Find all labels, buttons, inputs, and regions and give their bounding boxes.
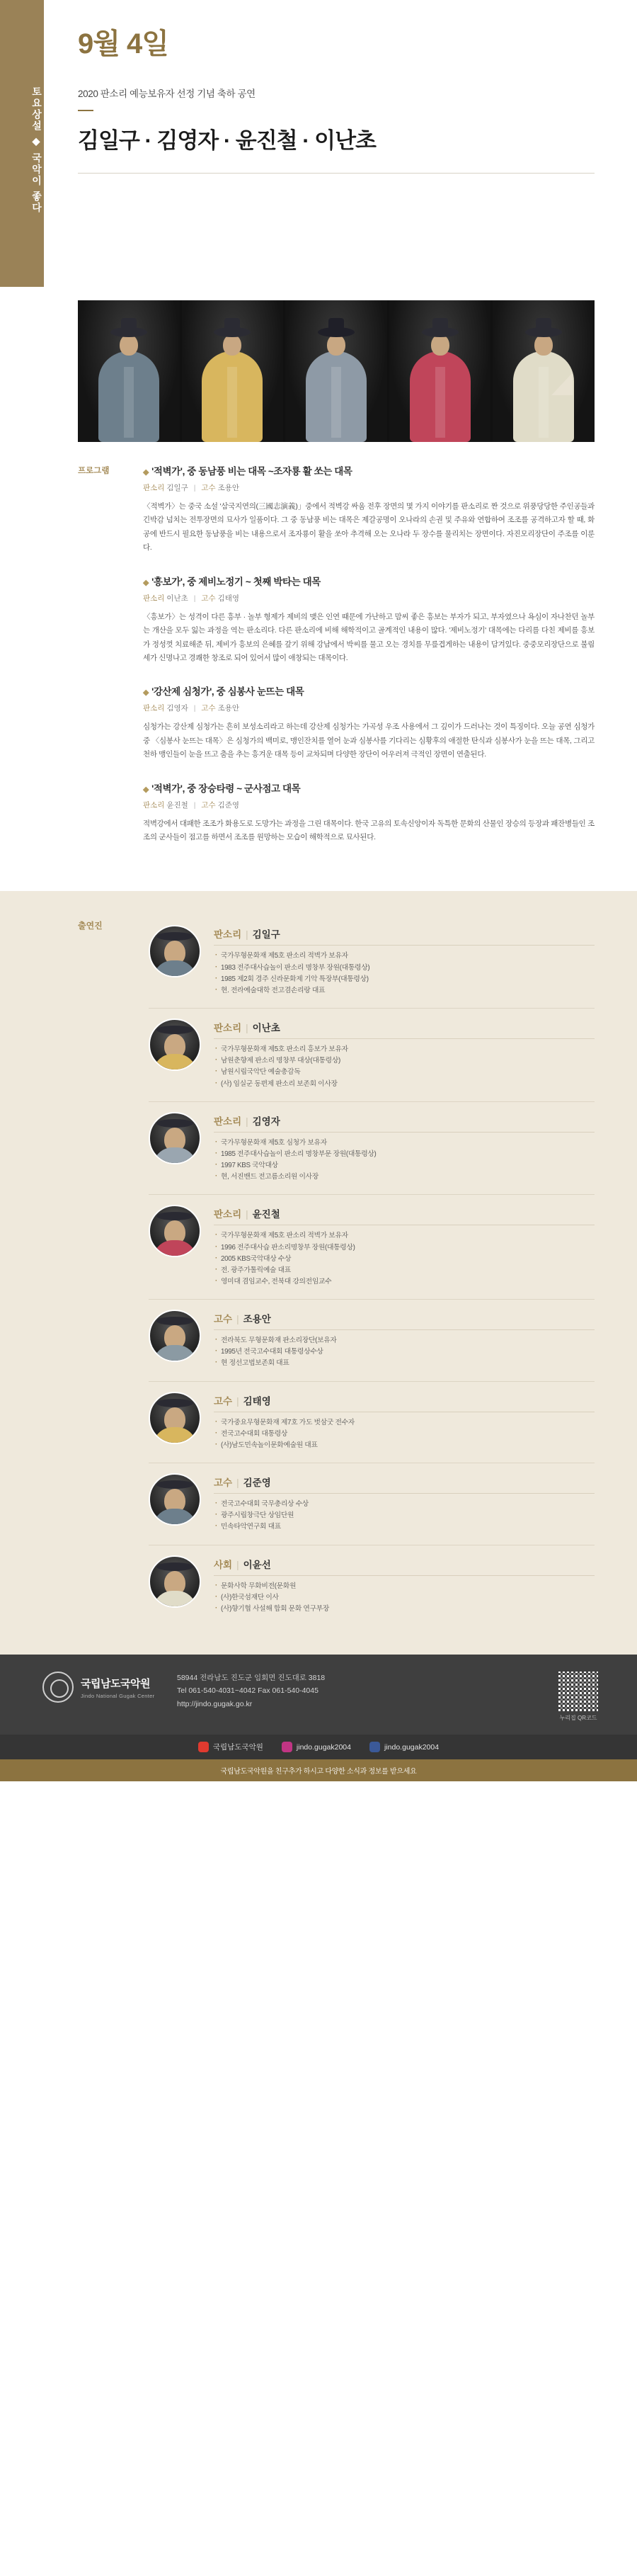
- cast-credits: [214, 1417, 595, 1451]
- header-divider: [78, 173, 595, 174]
- credit-line: · 1996 전주대사습 판소리명창부 장원(대통령상): [214, 1242, 595, 1254]
- credit-line: · 남원춘향제 판소리 명창부 대상(대통령상): [214, 1055, 595, 1067]
- credit-line: · 1983 전주대사습놀이 판소리 명창부 장원(대통령상): [214, 963, 595, 974]
- program-item: [78, 683, 595, 761]
- side-band-label: 토요상설 ◆ 국악이 좋다: [31, 86, 42, 214]
- list-item: [149, 1195, 595, 1300]
- cast-name: 판소리 | 김일구: [214, 926, 595, 946]
- website-link[interactable]: http://jindo.gugak.go.kr: [177, 1699, 253, 1708]
- program-title: ◆ '적벽가', 중 장승타령 ~ 군사점고 대목: [143, 783, 301, 794]
- bottom-notice: 국립남도국악원을 친구추가 하시고 다양한 소식과 정보를 받으세요: [0, 1759, 637, 1781]
- cast-credits: [214, 1581, 595, 1615]
- credit-line: · 현. 전라예술대학 전고겸손리랑 대표: [214, 985, 595, 997]
- credit-line: · (사)한국섬재단 이사: [214, 1592, 595, 1604]
- credit-line: · (사)향기협 사설해 합회 문화 연구부장: [214, 1604, 595, 1615]
- performer-photo-2: [182, 300, 284, 442]
- event-subtitle: 2020 판소리 예능보유자 선정 기념 축하 공연: [78, 89, 256, 99]
- cast-section: [0, 891, 637, 1655]
- list-item: [149, 915, 595, 1009]
- qr-block[interactable]: [548, 1672, 609, 1722]
- program-section-label: 프로그램: [78, 467, 110, 475]
- cast-name: 판소리 | 이난초: [214, 1020, 595, 1039]
- footer-contact: [177, 1672, 548, 1710]
- cast-list: [149, 915, 595, 1626]
- list-item: [149, 1102, 595, 1196]
- program-item: [78, 574, 595, 666]
- diamond-icon: ◆: [143, 468, 149, 477]
- credit-line: · 1985 전주대사습놀이 판소리 명창부문 장원(대통령상): [214, 1149, 595, 1160]
- program-title: ◆ '흥보가', 중 제비노정기 ~ 첫째 박타는 대목: [143, 576, 321, 587]
- cast-credits: [214, 951, 595, 997]
- performer-photo-5: [493, 300, 595, 442]
- performer-photo-strip: [78, 300, 595, 442]
- credit-line: · 1995년 전국고수대회 대통령상수상: [214, 1346, 595, 1358]
- program-description: 심청가는 강산제 심청가는 흔히 보성소리라고 하는데 강산제 심청가는 가곡성 우조 사용에서 그 깊이가 드러나는 것이 특징이다. 오늘 공연 심청가 중 〈심봉사 눈뜨는 대목〉은 심청가의 백미로, 맹인잔치를 열어 눈과 심봉사를 기다리는 심황후의 애절한 탄식과 심봉사가 눈을 뜨는 대목, 그리고 천하 맹인들이 눈을 뜨고 춤을 추는 흥겨운 대목 등이 교차되며 다양한 장단이 어우러져 극적인 장면이 연출된다.: [143, 722, 595, 759]
- credit-line: · 남원시립국악단 예술총감독: [214, 1067, 595, 1078]
- avatar: [149, 1392, 201, 1444]
- footer-logo: [42, 1672, 177, 1703]
- program-description: 〈적벽가〉는 중국 소설 '삼국지연의(三國志演義)」중에서 적벽강 싸움 전후 장면의 몇 가지 이야기를 판소리로 짠 것으로 위풍당당한 주인공들과 긴박감 넘치는 전투장면의 묘사가 일품이다. 그 중 동남풍 비는 대목은 제갈공명이 오나라의 손권 및 주유와 연합하여 조조를 공격하고자 할 때, 화공에 반드시 필요한 동남풍을 비는 내용으로서 조자룡이 활을 쏘아 추격해 오는 오나라 두 장수를 물리치는 장면이다. 자진모리장단이 주조를 이룬다.: [143, 502, 595, 552]
- tel-line: Tel 061-540-4031~4042 Fax 061-540-4045: [177, 1686, 318, 1696]
- performer-photo-4: [389, 300, 491, 442]
- list-item: [149, 1545, 595, 1626]
- sns-youtube[interactable]: [198, 1742, 263, 1752]
- credit-line: · 현, 서진밴드 전고름소리원 이사장: [214, 1171, 595, 1183]
- credit-line: · 국가무형문화재 제5호 판소리 흥보가 보유자: [214, 1044, 595, 1055]
- credit-line: · 1985 제2회 경주 신라문화제 기악 특장부(대통령상): [214, 974, 595, 985]
- avatar: [149, 1019, 201, 1071]
- credit-line: · 전라북도 무형문화재 판소리장단(보유자: [214, 1335, 595, 1346]
- credit-line: · 민속타악연구회 대표: [214, 1521, 595, 1533]
- side-band: [0, 0, 44, 287]
- cast-credits: [214, 1044, 595, 1090]
- program-section: [0, 463, 637, 891]
- program-title: ◆ '적벽가', 중 동남풍 비는 대목 ~조자룡 활 쏘는 대목: [143, 466, 352, 477]
- credit-line: · 현 정선고법보존회 대표: [214, 1358, 595, 1369]
- sns-label: 국립남도국악원: [212, 1743, 263, 1752]
- avatar: [149, 1205, 201, 1257]
- instagram-icon: [282, 1742, 292, 1752]
- diamond-icon: ◆: [143, 785, 149, 794]
- program-cast: 판소리 윤진철 | 고수 김준영: [143, 800, 240, 810]
- program-item: [78, 463, 595, 555]
- cast-credits: [214, 1499, 595, 1533]
- cast-credits: [214, 1230, 595, 1288]
- diamond-icon: ◆: [143, 578, 149, 587]
- sns-label: jindo.gugak2004: [384, 1742, 440, 1752]
- performer-photo-1: [78, 300, 180, 442]
- credit-line: · 국가중요무형문화재 제7호 가도 벗삼굿 전수자: [214, 1417, 595, 1429]
- sns-instagram[interactable]: [282, 1742, 351, 1752]
- credit-line: · 1997 KBS 국악대상: [214, 1160, 595, 1171]
- credit-line: · 전국고수대회 국무총리상 수상: [214, 1499, 595, 1510]
- cast-name: 사회 | 이윤선: [214, 1557, 595, 1576]
- credit-line: · 국가무형문화재 제5호 판소리 적벽가 보유자: [214, 1230, 595, 1242]
- cast-name: 고수 | 조용안: [214, 1311, 595, 1330]
- youtube-icon: [198, 1742, 209, 1752]
- credit-line: · (사) 임실군 동편제 판소리 보존회 이사장: [214, 1079, 595, 1090]
- facebook-icon: [369, 1742, 380, 1752]
- diamond-icon: ◆: [143, 688, 149, 698]
- qr-code-icon[interactable]: [558, 1672, 598, 1711]
- cast-credits: [214, 1137, 595, 1184]
- program-item: [78, 781, 595, 845]
- list-item: [149, 1382, 595, 1463]
- avatar: [149, 925, 201, 977]
- avatar: [149, 1555, 201, 1608]
- event-date: 9월 4일: [78, 28, 168, 59]
- credit-line: · 전. 광주가톨릭예술 대표: [214, 1265, 595, 1276]
- list-item: [149, 1009, 595, 1102]
- performer-photo-3: [285, 300, 387, 442]
- org-name-en: Jindo National Gugak Center: [81, 1692, 155, 1699]
- address-line: 58944 전라남도 진도군 임회면 진도대로 3818: [177, 1674, 326, 1683]
- cast-heading: 출연진: [78, 921, 103, 931]
- credit-line: · 2005 KBS국악대상 수상: [214, 1254, 595, 1265]
- program-description: 〈흥보가〉는 성격이 다른 흥부 · 놀부 형제가 제비의 맺은 인연 때문에 가난하고 맘씨 좋은 흥보는 부자가 되고, 부자였으나 욕심이 자나찬던 놀부는 개산을 모두 잃는 과정을 역는 판소리다. 다른 판소리에 비해 해학적이고 골계적인 내용이 많다. '제비노정기' 대목에는 다리를 다친 제비를 흥보가 정성껏 치료해준 뒤, 제비가 흥보의 은혜를 갚기 위해 강남에서 박씨를 물고 오는 경치를 무릎겹게하는 내용이 담겨있다. 중중모리장단으로 불림세가 신명나고 경쾌한 창조로 되어 있어서 많이 애창되는 대목이다.: [143, 612, 595, 662]
- sns-bar: [0, 1735, 637, 1759]
- cast-credits: [214, 1335, 595, 1369]
- credit-line: · 전국고수대회 대통령상: [214, 1429, 595, 1440]
- credit-line: · 국가무형문화재 제5호 판소리 적벽가 보유자: [214, 951, 595, 962]
- list-item: [149, 1463, 595, 1545]
- avatar: [149, 1473, 201, 1526]
- avatar: [149, 1112, 201, 1164]
- credit-line: · (사)남도민속놀이문화예술원 대표: [214, 1440, 595, 1451]
- credit-line: · 문화사학 무화비전(문화원: [214, 1581, 595, 1592]
- program-title: ◆ '강산제 심청가', 중 심봉사 눈뜨는 대목: [143, 686, 304, 698]
- avatar: [149, 1310, 201, 1362]
- cast-name: 판소리 | 김영자: [214, 1113, 595, 1133]
- cast-name: 판소리 | 윤진철: [214, 1206, 595, 1225]
- qr-caption: 누리집 QR코드: [559, 1715, 597, 1722]
- program-description: 적벽강에서 대패한 조조가 화용도로 도망가는 과정을 그린 대목이다. 한국 고유의 토속신앙이자 독특한 문화의 산물인 장승의 등장과 패잔병들인 조조의 군사들이 점고를 하면서 조조를 원망하는 모습이 해학적으로 묘사된다.: [143, 819, 595, 842]
- sns-facebook[interactable]: [369, 1742, 439, 1752]
- credit-line: · 국가무형문화재 제5호 심청가 보유자: [214, 1137, 595, 1149]
- gugak-logo-icon: [42, 1672, 74, 1703]
- credit-line: · 영미대 겸임교수, 전북대 강의전임교수: [214, 1276, 595, 1288]
- program-cast: 판소리 이난초 | 고수 김태영: [143, 594, 240, 603]
- poster-header: [0, 0, 637, 283]
- page-title: 김일구 · 김영자 · 윤진철 · 이난초: [78, 128, 376, 153]
- program-cast: 판소리 김영자 | 고수 조용안: [143, 704, 240, 713]
- sns-label: jindo.gugak2004: [296, 1742, 351, 1752]
- credit-line: · 광주시립창극단 상임단원: [214, 1510, 595, 1521]
- footer: [0, 1655, 637, 1735]
- cast-name: 고수 | 김태영: [214, 1393, 595, 1412]
- list-item: [149, 1300, 595, 1381]
- org-name-kr: 국립남도국악원: [81, 1677, 150, 1690]
- program-cast: 판소리 김일구 | 고수 조용안: [143, 484, 240, 492]
- cast-name: 고수 | 김준영: [214, 1475, 595, 1494]
- title-rule: [78, 110, 93, 111]
